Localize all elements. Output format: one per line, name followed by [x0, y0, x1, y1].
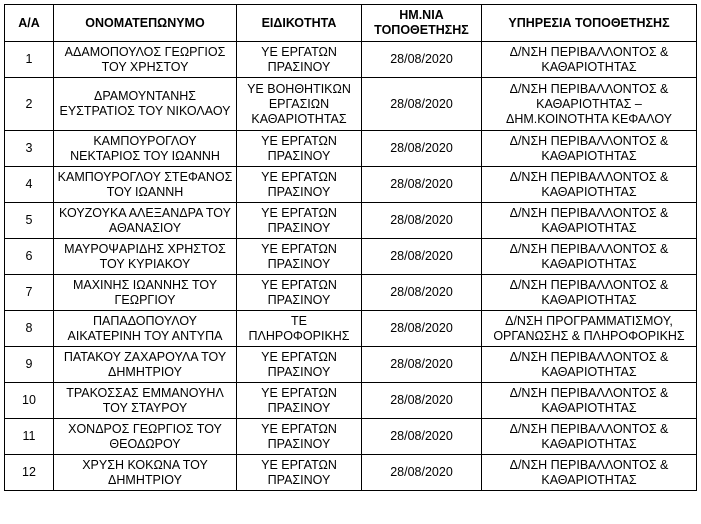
- cell-name: ΜΑΧΙΝΗΣ ΙΩΑΝΝΗΣ ΤΟΥ ΓΕΩΡΓΙΟΥ: [54, 275, 237, 311]
- cell-specialty: ΥΕ ΕΡΓΑΤΩΝ ΠΡΑΣΙΝΟΥ: [237, 275, 362, 311]
- cell-specialty: ΥΕ ΒΟΗΘΗΤΙΚΩΝ ΕΡΓΑΣΙΩΝ ΚΑΘΑΡΙΟΤΗΤΑΣ: [237, 78, 362, 131]
- cell-aa: 7: [5, 275, 54, 311]
- cell-specialty: ΥΕ ΕΡΓΑΤΩΝ ΠΡΑΣΙΝΟΥ: [237, 239, 362, 275]
- table-row: [5, 455, 697, 491]
- cell-specialty: ΥΕ ΕΡΓΑΤΩΝ ΠΡΑΣΙΝΟΥ: [237, 131, 362, 167]
- cell-name: ΔΡΑΜΟΥΝΤΑΝΗΣ ΕΥΣΤΡΑΤΙΟΣ ΤΟΥ ΝΙΚΟΛΑΟΥ: [54, 78, 237, 131]
- cell-aa: 11: [5, 419, 54, 455]
- cell-service: Δ/ΝΣΗ ΠΕΡΙΒΑΛΛΟΝΤΟΣ & ΚΑΘΑΡΙΟΤΗΤΑΣ: [482, 275, 697, 311]
- cell-aa: 5: [5, 203, 54, 239]
- cell-date: 28/08/2020: [362, 347, 482, 383]
- cell-specialty: ΥΕ ΕΡΓΑΤΩΝ ΠΡΑΣΙΝΟΥ: [237, 42, 362, 78]
- cell-aa: 2: [5, 78, 54, 131]
- cell-date: 28/08/2020: [362, 311, 482, 347]
- table-row: [5, 383, 697, 419]
- cell-aa: 12: [5, 455, 54, 491]
- cell-aa: 9: [5, 347, 54, 383]
- cell-aa: 3: [5, 131, 54, 167]
- cell-specialty: ΥΕ ΕΡΓΑΤΩΝ ΠΡΑΣΙΝΟΥ: [237, 455, 362, 491]
- table-row: [5, 275, 697, 311]
- cell-date: 28/08/2020: [362, 239, 482, 275]
- cell-name: ΤΡΑΚΟΣΣΑΣ ΕΜΜΑΝΟΥΗΛ ΤΟΥ ΣΤΑΥΡΟΥ: [54, 383, 237, 419]
- cell-date: 28/08/2020: [362, 383, 482, 419]
- table-row: [5, 131, 697, 167]
- cell-specialty: ΤΕ ΠΛΗΡΟΦΟΡΙΚΗΣ: [237, 311, 362, 347]
- cell-service: Δ/ΝΣΗ ΠΕΡΙΒΑΛΛΟΝΤΟΣ & ΚΑΘΑΡΙΟΤΗΤΑΣ – ΔΗΜ.ΚΟΙΝΟΤΗΤΑ ΚΕΦΑΛΟΥ: [482, 78, 697, 131]
- cell-name: ΠΑΠΑΔΟΠΟΥΛΟΥ ΑΙΚΑΤΕΡΙΝΗ ΤΟΥ ΑΝΤΥΠΑ: [54, 311, 237, 347]
- cell-date: 28/08/2020: [362, 42, 482, 78]
- cell-service: Δ/ΝΣΗ ΠΕΡΙΒΑΛΛΟΝΤΟΣ & ΚΑΘΑΡΙΟΤΗΤΑΣ: [482, 203, 697, 239]
- cell-specialty: ΥΕ ΕΡΓΑΤΩΝ ΠΡΑΣΙΝΟΥ: [237, 347, 362, 383]
- cell-aa: 1: [5, 42, 54, 78]
- cell-date: 28/08/2020: [362, 203, 482, 239]
- table-row: [5, 419, 697, 455]
- cell-name: ΚΑΜΠΟΥΡΟΓΛΟΥ ΣΤΕΦΑΝΟΣ ΤΟΥ ΙΩΑΝΝΗ: [54, 167, 237, 203]
- cell-service: Δ/ΝΣΗ ΠΡΟΓΡΑΜΜΑΤΙΣΜΟΥ, ΟΡΓΑΝΩΣΗΣ & ΠΛΗΡΟΦΟΡΙΚΗΣ: [482, 311, 697, 347]
- cell-name: ΠΑΤΑΚΟΥ ΖΑΧΑΡΟΥΛΑ ΤΟΥ ΔΗΜΗΤΡΙΟΥ: [54, 347, 237, 383]
- table-row: [5, 167, 697, 203]
- cell-service: Δ/ΝΣΗ ΠΕΡΙΒΑΛΛΟΝΤΟΣ & ΚΑΘΑΡΙΟΤΗΤΑΣ: [482, 167, 697, 203]
- header-row: [5, 5, 697, 42]
- cell-service: Δ/ΝΣΗ ΠΕΡΙΒΑΛΛΟΝΤΟΣ & ΚΑΘΑΡΙΟΤΗΤΑΣ: [482, 131, 697, 167]
- cell-aa: 8: [5, 311, 54, 347]
- cell-name: ΚΟΥΖΟΥΚΑ ΑΛΕΞΑΝΔΡΑ ΤΟΥ ΑΘΑΝΑΣΙΟΥ: [54, 203, 237, 239]
- cell-specialty: ΥΕ ΕΡΓΑΤΩΝ ΠΡΑΣΙΝΟΥ: [237, 203, 362, 239]
- cell-date: 28/08/2020: [362, 455, 482, 491]
- cell-service: Δ/ΝΣΗ ΠΕΡΙΒΑΛΛΟΝΤΟΣ & ΚΑΘΑΡΙΟΤΗΤΑΣ: [482, 347, 697, 383]
- cell-service: Δ/ΝΣΗ ΠΕΡΙΒΑΛΛΟΝΤΟΣ & ΚΑΘΑΡΙΟΤΗΤΑΣ: [482, 42, 697, 78]
- cell-aa: 4: [5, 167, 54, 203]
- header-specialty: ΕΙΔΙΚΟΤΗΤΑ: [237, 5, 362, 42]
- cell-service: Δ/ΝΣΗ ΠΕΡΙΒΑΛΛΟΝΤΟΣ & ΚΑΘΑΡΙΟΤΗΤΑΣ: [482, 419, 697, 455]
- cell-date: 28/08/2020: [362, 167, 482, 203]
- cell-specialty: ΥΕ ΕΡΓΑΤΩΝ ΠΡΑΣΙΝΟΥ: [237, 167, 362, 203]
- table-header: [5, 5, 697, 42]
- table-row: [5, 42, 697, 78]
- cell-aa: 10: [5, 383, 54, 419]
- cell-service: Δ/ΝΣΗ ΠΕΡΙΒΑΛΛΟΝΤΟΣ & ΚΑΘΑΡΙΟΤΗΤΑΣ: [482, 455, 697, 491]
- cell-service: Δ/ΝΣΗ ΠΕΡΙΒΑΛΛΟΝΤΟΣ & ΚΑΘΑΡΙΟΤΗΤΑΣ: [482, 383, 697, 419]
- placement-table: [4, 4, 697, 491]
- cell-date: 28/08/2020: [362, 131, 482, 167]
- cell-service: Δ/ΝΣΗ ΠΕΡΙΒΑΛΛΟΝΤΟΣ & ΚΑΘΑΡΙΟΤΗΤΑΣ: [482, 239, 697, 275]
- table-row: [5, 203, 697, 239]
- table-row: [5, 311, 697, 347]
- cell-date: 28/08/2020: [362, 419, 482, 455]
- cell-name: ΑΔΑΜΟΠΟΥΛΟΣ ΓΕΩΡΓΙΟΣ ΤΟΥ ΧΡΗΣΤΟΥ: [54, 42, 237, 78]
- header-full-name: ΟΝΟΜΑΤΕΠΩΝΥΜΟ: [54, 5, 237, 42]
- header-aa: Α/Α: [5, 5, 54, 42]
- cell-aa: 6: [5, 239, 54, 275]
- header-placement-service: ΥΠΗΡΕΣΙΑ ΤΟΠΟΘΕΤΗΣΗΣ: [482, 5, 697, 42]
- table-row: [5, 239, 697, 275]
- cell-specialty: ΥΕ ΕΡΓΑΤΩΝ ΠΡΑΣΙΝΟΥ: [237, 383, 362, 419]
- table-row: [5, 78, 697, 131]
- cell-name: ΧΡΥΣΗ ΚΟΚΩΝΑ ΤΟΥ ΔΗΜΗΤΡΙΟΥ: [54, 455, 237, 491]
- table-body: [5, 42, 697, 491]
- cell-date: 28/08/2020: [362, 78, 482, 131]
- table-row: [5, 347, 697, 383]
- cell-name: ΜΑΥΡΟΨΑΡΙΔΗΣ ΧΡΗΣΤΟΣ ΤΟΥ ΚΥΡΙΑΚΟΥ: [54, 239, 237, 275]
- cell-specialty: ΥΕ ΕΡΓΑΤΩΝ ΠΡΑΣΙΝΟΥ: [237, 419, 362, 455]
- cell-name: ΧΟΝΔΡΟΣ ΓΕΩΡΓΙΟΣ ΤΟΥ ΘΕΟΔΩΡΟΥ: [54, 419, 237, 455]
- cell-name: ΚΑΜΠΟΥΡΟΓΛΟΥ ΝΕΚΤΑΡΙΟΣ ΤΟΥ ΙΩΑΝΝΗ: [54, 131, 237, 167]
- cell-date: 28/08/2020: [362, 275, 482, 311]
- header-placement-date: ΗΜ.ΝΙΑ ΤΟΠΟΘΕΤΗΣΗΣ: [362, 5, 482, 42]
